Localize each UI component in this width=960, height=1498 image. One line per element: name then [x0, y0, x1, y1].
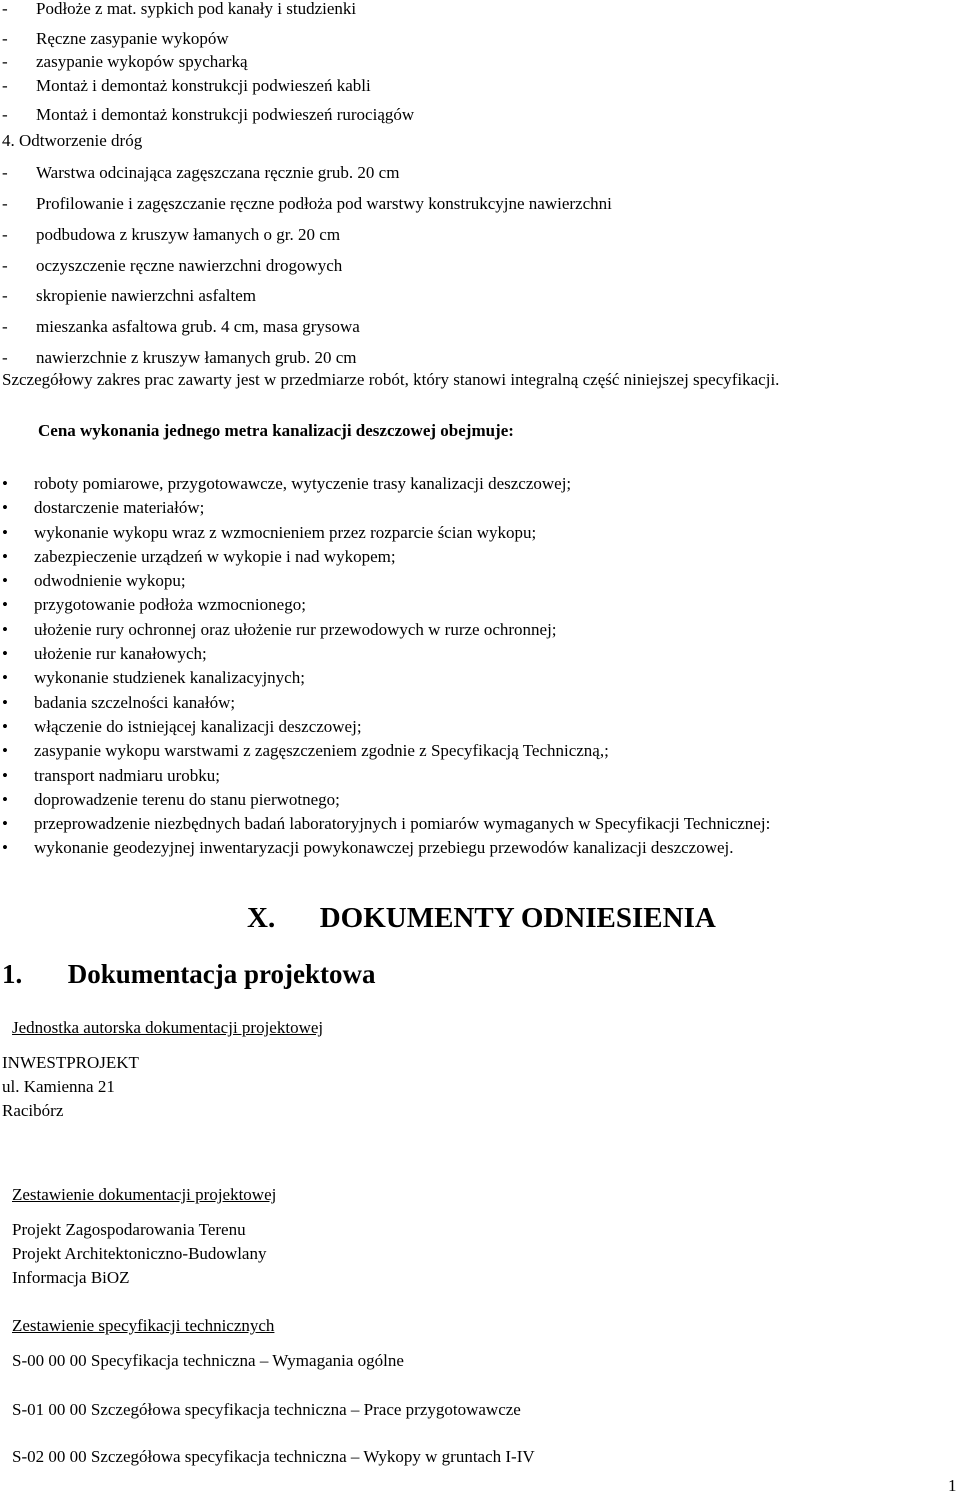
page-number: 1 [948, 1476, 957, 1495]
docs-line: Projekt Architektoniczno-Budowlany [12, 1244, 267, 1263]
spec-line: S-00 00 00 Specyfikacja techniczna – Wymagania ogólne [12, 1351, 404, 1370]
scope-sentence: Szczegółowy zakres prac zawarty jest w przedmiarze robót, który stanowi integralną część niniejszej specyfikacji. [2, 370, 780, 389]
price-heading: Cena wykonania jednego metra kanalizacji deszczowej obejmuje: [38, 421, 514, 440]
section-1-heading [2, 958, 375, 990]
docs-line: Informacja BiOZ [12, 1268, 130, 1287]
author-name: INWESTPROJEKT [2, 1053, 139, 1072]
section-1-title: Dokumentacja projektowa [67, 959, 376, 989]
roads-heading: 4. Odtworzenie dróg [2, 131, 143, 150]
spec-line: S-01 00 00 Szczegółowa specyfikacja techniczna – Prace przygotowawcze [12, 1400, 521, 1419]
spec-line: S-02 00 00 Szczegółowa specyfikacja techniczna – Wykopy w gruntach I-IV [12, 1447, 535, 1466]
section-x-number: X. [247, 902, 276, 934]
section-x-heading [247, 901, 716, 935]
section-1-number: 1. [2, 959, 23, 989]
docs-heading: Zestawienie dokumentacji projektowej [12, 1185, 277, 1204]
section-x-title: DOKUMENTY ODNIESIENIA [319, 902, 716, 934]
specs-heading: Zestawienie specyfikacji technicznych [12, 1316, 275, 1335]
author-street: ul. Kamienna 21 [2, 1077, 115, 1096]
author-heading: Jednostka autorska dokumentacji projektowej [12, 1018, 324, 1037]
author-city: Racibórz [2, 1101, 64, 1120]
docs-line: Projekt Zagospodarowania Terenu [12, 1220, 246, 1239]
